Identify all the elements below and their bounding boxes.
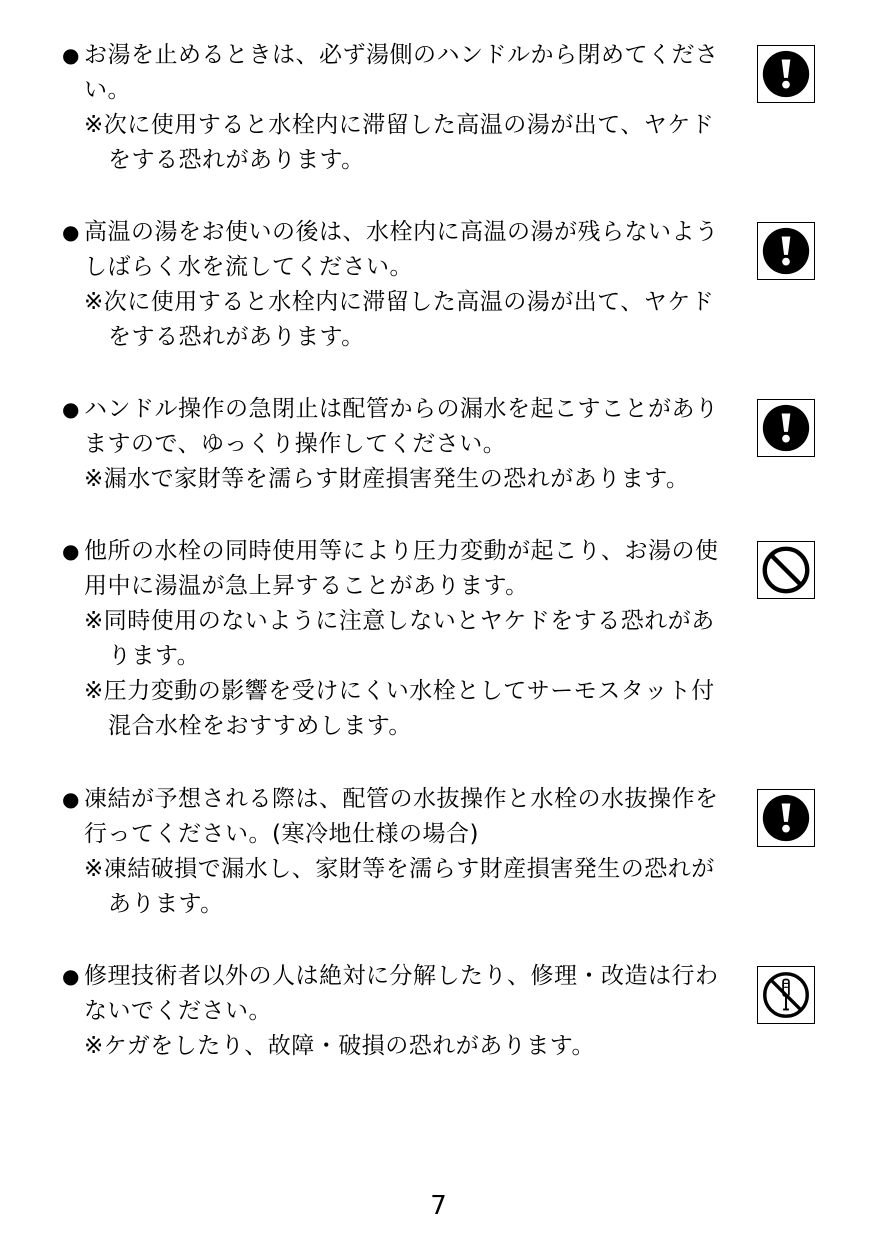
- item-text-line: ● 他所の水栓の同時使用等により圧力変動が起こり、お湯の使: [62, 534, 752, 569]
- prohibition-icon: [757, 541, 815, 599]
- item-text-line: ● お湯を止めるときは、必ず湯側のハンドルから閉めてくださ: [62, 38, 752, 73]
- item-text-line: しばらく水を流してください。: [84, 254, 413, 280]
- note-text-line: ※ケガをしたり、故障・破損の恐れがあります。: [84, 1033, 595, 1059]
- bullet-icon: ●: [62, 220, 80, 244]
- page-number: 7: [430, 1191, 447, 1221]
- note-text-line: あります。: [108, 891, 224, 917]
- mandatory-action-icon: [757, 399, 815, 457]
- bullet-icon: ●: [62, 539, 80, 563]
- item-text-line: 用中に湯温が急上昇することがあります。: [84, 573, 529, 599]
- note-text-line: ※同時使用のないように注意しないとヤケドをする恐れがあ: [84, 608, 715, 634]
- bullet-icon: ●: [62, 964, 80, 988]
- item-text-line: ● ハンドル操作の急閉止は配管からの漏水を起こすことがあり: [62, 392, 752, 427]
- no-disassembly-icon: [757, 966, 815, 1024]
- caution-item-freeze-drain: [62, 782, 752, 922]
- note-text-line: ※次に使用すると水栓内に滞留した高温の湯が出て、ヤケド: [84, 289, 715, 315]
- bullet-icon: ●: [62, 43, 80, 67]
- note-text-line: ※次に使用すると水栓内に滞留した高温の湯が出て、ヤケド: [84, 112, 715, 138]
- item-text-line: ● 修理技術者以外の人は絶対に分解したり、修理・改造は行わ: [62, 959, 752, 994]
- caution-item-hot-water-stop: [62, 38, 752, 178]
- bullet-icon: ●: [62, 397, 80, 421]
- note-text-line: ります。: [108, 643, 201, 669]
- note-text-line: ※漏水で家財等を濡らす財産損害発生の恐れがあります。: [84, 466, 690, 492]
- note-text-line: をする恐れがあります。: [108, 324, 365, 350]
- caution-item-slow-handle: [62, 392, 752, 497]
- item-text-line: ● 凍結が予想される際は、配管の水抜操作と水栓の水抜操作を: [62, 782, 752, 817]
- note-text-line: ※凍結破損で漏水し、家財等を濡らす財産損害発生の恐れが: [84, 856, 715, 882]
- note-text-line: をする恐れがあります。: [108, 147, 365, 173]
- bullet-icon: ●: [62, 787, 80, 811]
- caution-item-pressure-change: [62, 534, 752, 744]
- mandatory-action-icon: [757, 222, 815, 280]
- item-text-line: い。: [84, 77, 131, 103]
- item-text-line: ないでください。: [84, 998, 272, 1024]
- item-text-line: ● 高温の湯をお使いの後は、水栓内に高温の湯が残らないよう: [62, 215, 752, 250]
- note-text-line: 混合水栓をおすすめします。: [108, 713, 412, 739]
- item-text-line: ますので、ゆっくり操作してください。: [84, 431, 507, 457]
- mandatory-action-icon: [757, 789, 815, 847]
- note-text-line: ※圧力変動の影響を受けにくい水栓としてサーモスタット付: [84, 678, 715, 704]
- caution-item-hot-water-flush: [62, 215, 752, 355]
- caution-item-no-disassembly: [62, 959, 752, 1064]
- item-text-line: 行ってください。(寒冷地仕様の場合): [84, 821, 479, 847]
- mandatory-action-icon: [757, 45, 815, 103]
